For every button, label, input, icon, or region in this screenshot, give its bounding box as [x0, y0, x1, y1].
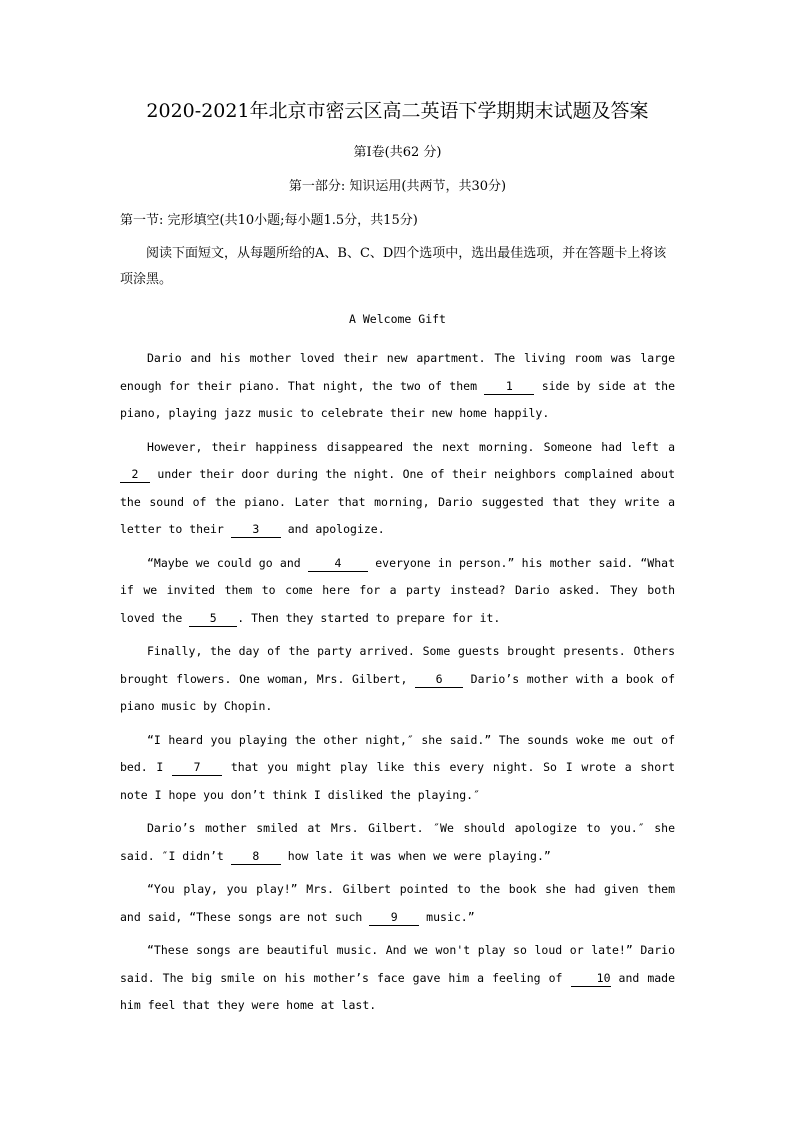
text: . Then they started to prepare for it.: [237, 610, 501, 625]
paragraph-5: [120, 727, 675, 810]
text: “These songs are beautiful music. And we won't play so loud or late!” Dario said. The big smile on his mother’s face gave him a feeling of: [120, 943, 675, 985]
paragraph-2: [120, 434, 675, 544]
blank-3: 3: [231, 521, 281, 538]
text: “Maybe we could go and: [147, 555, 308, 570]
paragraph-4: [120, 638, 675, 721]
exam-page: [120, 96, 675, 1026]
text: Finally, the day of the party arrived. Some guests brought presents. Others brought flowers. One woman, Mrs. Gilbert,: [120, 644, 675, 686]
paragraph-1: [120, 345, 675, 428]
text: that you might play like this every night. So I wrote a short note I hope you don’t think I disliked the playing.″: [120, 760, 676, 802]
blank-2: 2: [120, 466, 150, 483]
part-heading: 第一部分: 知识运用(共两节，共30分): [288, 179, 507, 194]
paragraph-8: [120, 937, 675, 1020]
text: and apologize.: [280, 522, 385, 536]
volume-heading: 第I卷(共62 分): [353, 145, 442, 160]
text: Dario and his mother loved their new apartment. The living room was large enough for their piano. That night, the two of them: [120, 351, 675, 393]
section-heading: 第一节: 完形填空(共10小题;每小题1.5分，共15分): [120, 213, 418, 228]
blank-1: 1: [484, 378, 534, 395]
blank-4: 4: [308, 555, 368, 572]
text: under their door during the night. One of their neighbors complained about the sound of the piano. Later that morning, Dario suggested that they write a letter to their: [120, 467, 675, 536]
paragraph-7: [120, 876, 675, 931]
blank-8: 8: [231, 848, 281, 865]
paragraph-6: [120, 815, 675, 870]
blank-7: 7: [172, 759, 222, 776]
instructions: 阅读下面短文，从每题所给的A、B、C、D四个选项中，选出最佳选项，并在答题卡上将该项涂黑。: [120, 246, 667, 287]
text: However, their happiness disappeared the next morning. Someone had left a: [147, 439, 675, 454]
blank-6: 6: [415, 671, 463, 688]
text: “You play, you play!” Mrs. Gilbert pointed to the book she had given them and said, “These songs are not such: [120, 882, 675, 924]
text: Dario’s mother with a book of piano music by Chopin.: [120, 671, 675, 713]
blank-9: 9: [369, 909, 419, 926]
blank-10: 10: [571, 970, 611, 987]
text: “I heard you playing the other night,″ she said.” The sounds woke me out of bed. I: [120, 732, 675, 774]
text: and made him feel that they were home at last.: [120, 970, 676, 1012]
text: how late it was when we were playing.”: [280, 848, 551, 863]
blank-5: 5: [189, 610, 237, 627]
text: everyone in person.” his mother said. “What if we invited them to come here for a party instead? Dario asked. They both loved the: [120, 555, 676, 625]
exam-title: 2020-2021年北京市密云区高二英语下学期期末试题及答案: [146, 100, 649, 122]
passage-title: A Welcome Gift: [349, 312, 446, 326]
text: Dario’s mother smiled at Mrs. Gilbert. ″We should apologize to you.″ she said. ″I didn’t: [120, 821, 675, 863]
text: side by side at the piano, playing jazz music to celebrate their new home happily.: [120, 378, 675, 420]
paragraph-3: [120, 550, 675, 633]
text: music.”: [419, 909, 475, 924]
